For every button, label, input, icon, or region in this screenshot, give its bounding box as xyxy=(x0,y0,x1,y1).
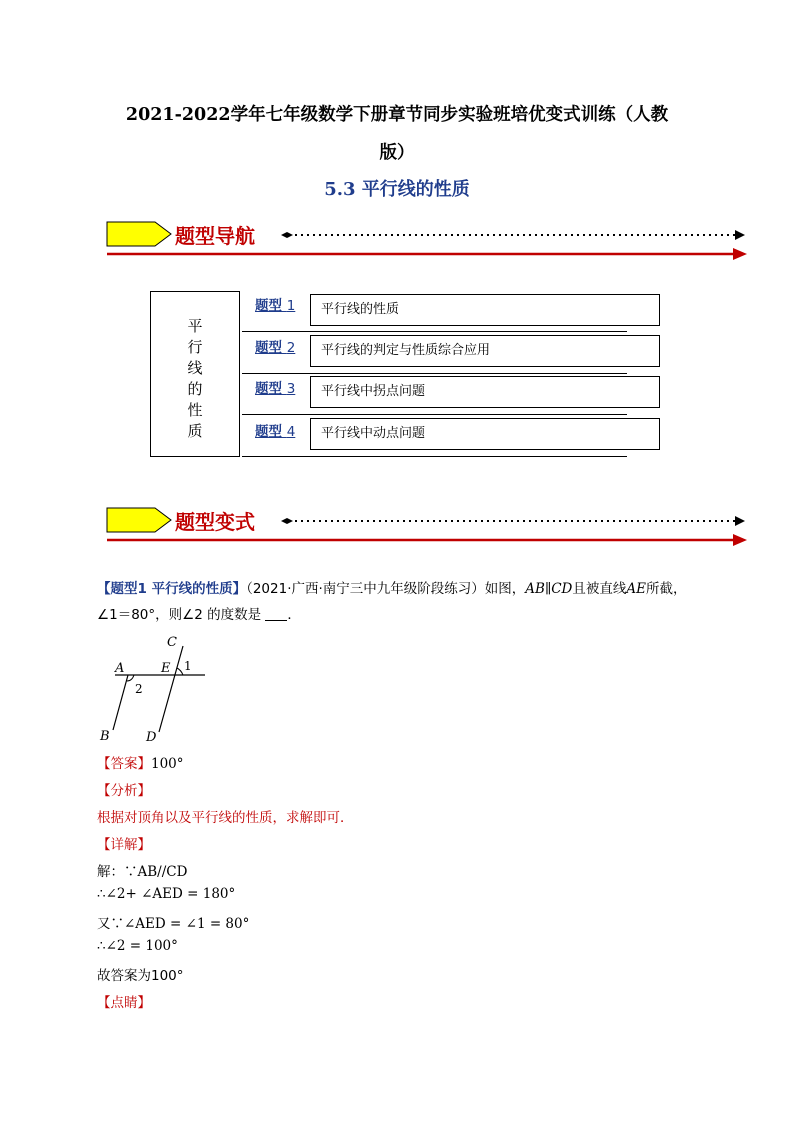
question-part: 所截， xyxy=(645,581,687,597)
document-title xyxy=(90,96,704,172)
label-a: A xyxy=(115,661,125,676)
nav-topic-char: 的 xyxy=(187,380,203,398)
question-part: ． xyxy=(287,607,301,623)
detail-label: 【详解】 xyxy=(97,837,151,853)
answer-blank xyxy=(265,606,287,621)
solution-step-5: 故答案为100° xyxy=(97,968,184,984)
nav-item-2-underline xyxy=(242,373,627,374)
question-text xyxy=(97,576,707,628)
label-c: C xyxy=(167,635,177,650)
question-heading: 【题型1 平行线的性质】 xyxy=(97,581,247,597)
title-line-1: 2021-2022学年七年级数学下册章节同步实验班培优变式训练（人教 xyxy=(125,105,669,125)
solution-step-4: ∴∠2 = 100° xyxy=(97,938,178,954)
label-angle-2: 2 xyxy=(135,682,143,696)
nav-topic-char: 平 xyxy=(187,317,203,335)
nav-item-3-underline xyxy=(242,414,627,415)
title-line-2: 版） xyxy=(379,143,415,163)
nav-item-4-label: 题型 4 xyxy=(255,424,296,440)
angle-1-arc xyxy=(177,668,183,675)
nav-topic-char: 性 xyxy=(187,401,203,419)
banner-nav-title: 题型导航 xyxy=(175,224,255,248)
nav-item-4-box: 平行线中动点问题 xyxy=(310,418,660,450)
nav-item-2-label: 题型 2 xyxy=(255,340,296,356)
answer-line xyxy=(97,752,184,772)
question-source: （2021·广西·南宁三中九年级阶段练习）如图， xyxy=(246,581,526,597)
comment-label: 【点睛】 xyxy=(97,995,151,1011)
solution-step-2: ∴∠2+ ∠AED = 180° xyxy=(97,886,236,902)
analysis-text: 根据对顶角以及平行线的性质，求解即可． xyxy=(97,810,354,826)
nav-item-1-label: 题型 1 xyxy=(255,298,296,314)
nav-topic-char: 线 xyxy=(187,359,203,377)
banner-nav xyxy=(105,218,755,268)
label-d: D xyxy=(146,730,157,745)
parallel-lines-figure xyxy=(95,632,220,747)
label-b: B xyxy=(100,729,110,744)
nav-item-3-label: 题型 3 xyxy=(255,381,296,397)
nav-item-2-box: 平行线的判定与性质综合应用 xyxy=(310,335,660,367)
nav-item-3-box: 平行线中拐点问题 xyxy=(310,376,660,408)
question-ae: AE xyxy=(626,581,646,597)
question-ab-cd: AB∥CD xyxy=(525,581,573,597)
answer-value: 100° xyxy=(151,756,184,772)
label-angle-1: 1 xyxy=(184,659,192,673)
label-e: E xyxy=(161,661,171,676)
banner-variant-title: 题型变式 xyxy=(175,510,255,534)
nav-item-4-underline xyxy=(242,456,627,457)
nav-item-1-underline xyxy=(242,331,627,332)
line-ab xyxy=(113,675,128,730)
nav-topic-box xyxy=(150,291,240,457)
nav-topic-char: 行 xyxy=(187,338,203,356)
banner-variant xyxy=(105,504,755,554)
solution-step-1: 解：∵AB//CD xyxy=(97,864,188,880)
answer-label: 【答案】 xyxy=(97,756,151,772)
nav-topic-text xyxy=(151,316,239,442)
question-part: 且被直线 xyxy=(572,581,627,597)
solution-step-3: 又∵∠AED = ∠1 = 80° xyxy=(97,916,250,932)
analysis-label: 【分析】 xyxy=(97,783,151,799)
question-part: ∠1＝80°，则∠2 的度数是 xyxy=(97,607,266,623)
line-cd xyxy=(159,646,183,732)
nav-topic-char: 质 xyxy=(187,422,203,440)
nav-item-1-box: 平行线的性质 xyxy=(310,294,660,326)
section-subtitle: 5.3 平行线的性质 xyxy=(324,179,470,200)
